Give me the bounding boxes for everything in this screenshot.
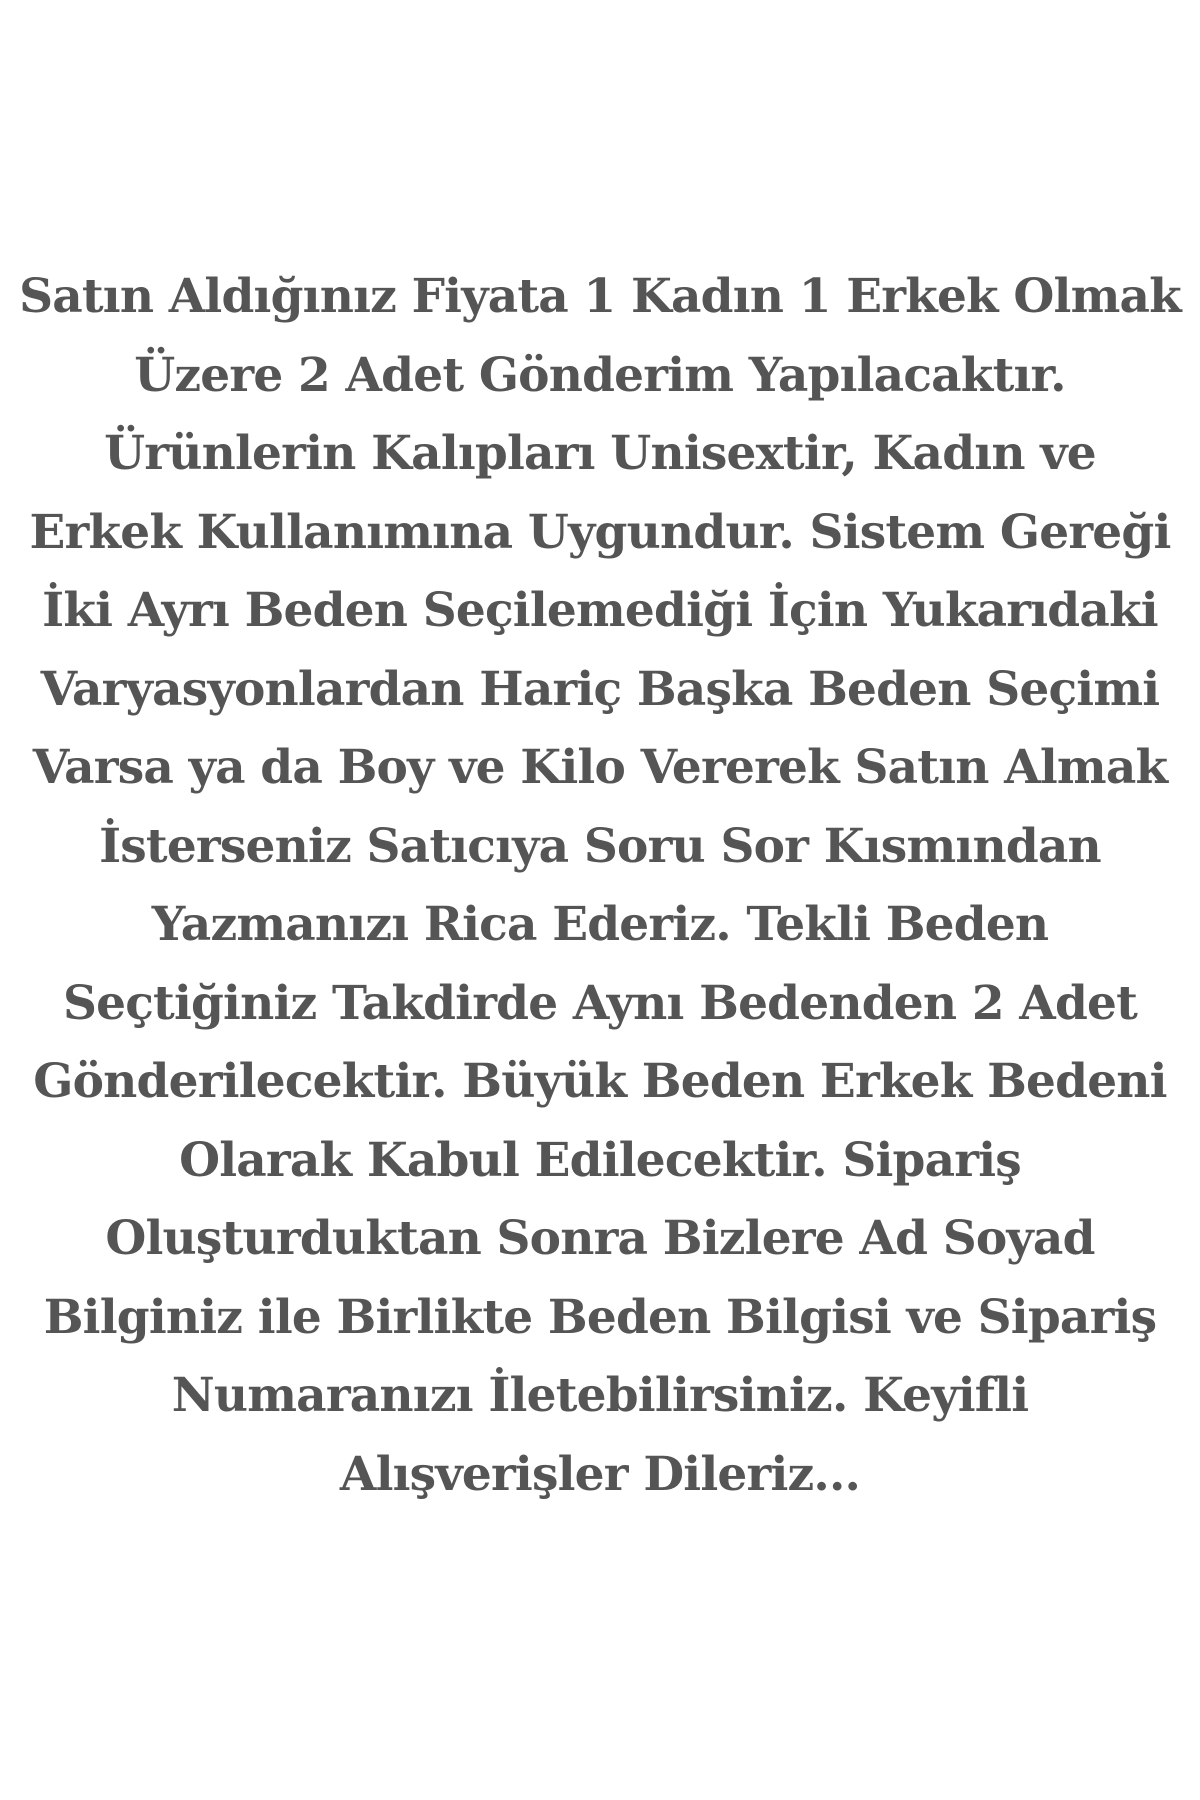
notice-line: Varyasyonlardan Hariç Başka Beden Seçimi — [40, 661, 1160, 717]
notice-line: Gönderilecektir. Büyük Beden Erkek Bedeni — [33, 1054, 1167, 1109]
notice-line: İsterseniz Satıcıya Soru Sor Kısmından — [99, 818, 1101, 874]
notice-line: Olarak Kabul Edilecektir. Sipariş — [179, 1132, 1021, 1188]
notice-line: Erkek Kullanımına Uygundur. Sistem Gereği — [29, 504, 1171, 560]
notice-line: Varsa ya da Boy ve Kilo Vererek Satın Almak — [32, 740, 1168, 795]
notice-line: Yazmanızı Rica Ederiz. Tekli Beden — [151, 897, 1049, 952]
notice-line: Numaranızı İletebilirsiniz. Keyifli — [171, 1368, 1029, 1423]
notice-line: Satın Aldığınız Fiyata 1 Kadın 1 Erkek Olmak — [19, 269, 1181, 324]
notice-line: Ürünlerin Kalıpları Unisextir, Kadın ve — [104, 426, 1096, 481]
notice-line: Alışverişler Dileriz... — [339, 1446, 861, 1502]
notice-line: İki Ayrı Beden Seçilemediği İçin Yukarıdaki — [42, 583, 1158, 638]
info-notice — [10, 258, 1190, 1514]
notice-line: Oluşturduktan Sonra Bizlere Ad Soyad — [105, 1211, 1095, 1266]
notice-line: Üzere 2 Adet Gönderim Yapılacaktır. — [134, 347, 1066, 403]
notice-line: Bilginiz ile Birlikte Beden Bilgisi ve Sipariş — [43, 1289, 1157, 1345]
notice-line: Seçtiğiniz Takdirde Aynı Bedenden 2 Adet — [62, 975, 1138, 1031]
